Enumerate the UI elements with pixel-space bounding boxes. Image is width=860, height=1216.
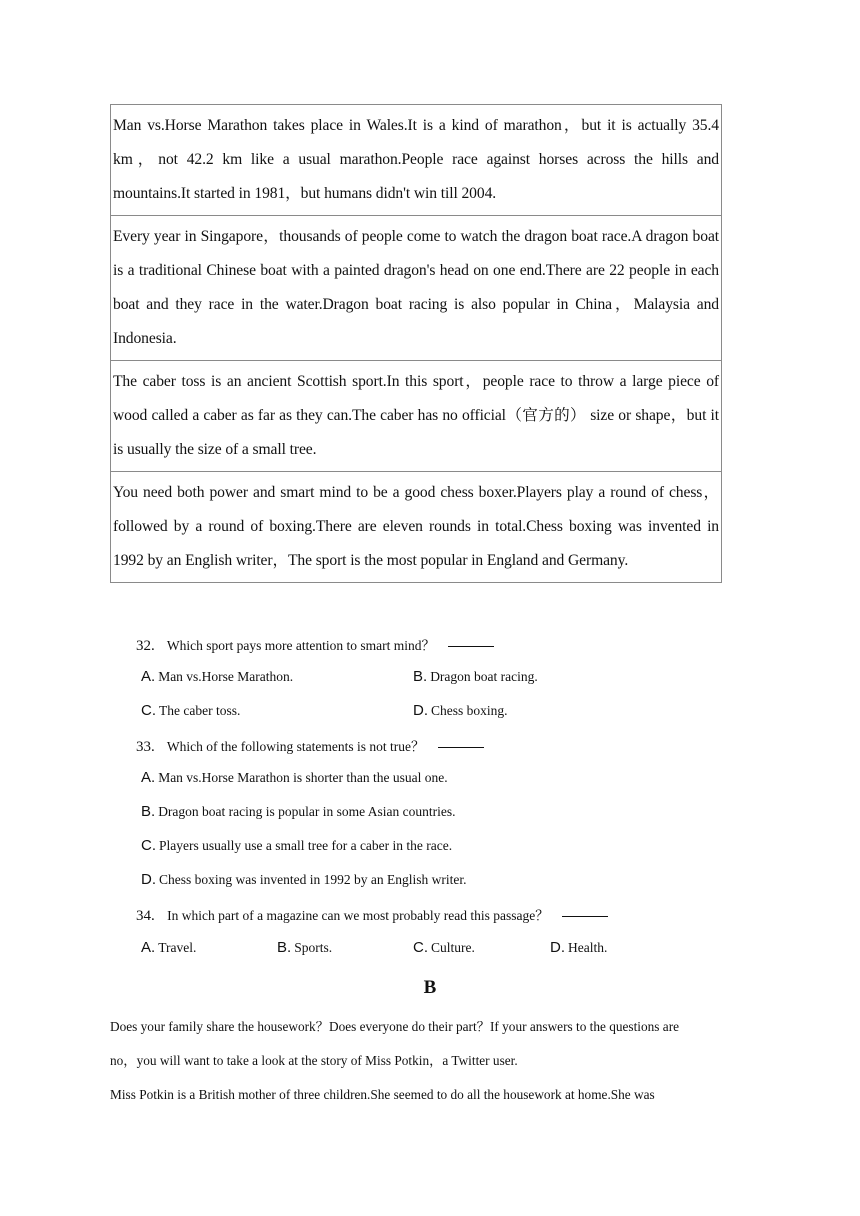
answer-blank: [448, 646, 494, 647]
section-b-line: Does your family share the housework？Does everyone do their part？If your answers to the questions are: [110, 1019, 680, 1034]
question-stem: Which sport pays more attention to smart mind？: [166, 638, 435, 653]
passage-chess-boxing: You need both power and smart mind to be a good chess boxer.Players play a round of chess，followed by a round of boxing.There are eleven rounds in total.Chess boxing was invented in 1992 by an English writer，The sport is the most popular in England and Germany.: [111, 472, 722, 583]
option-34-b[interactable]: B. Sports.: [277, 939, 333, 956]
passage-caber-toss: The caber toss is an ancient Scottish sport.In this sport，people race to throw a large piece of wood called a caber as far as they can.The caber has no official（官方的） size or shape，but it is usually the size of a small tree.: [111, 361, 722, 472]
question-number: 33.: [136, 739, 155, 755]
question-33: [136, 735, 484, 756]
question-number: 34.: [136, 908, 155, 924]
option-33-a[interactable]: A. Man vs.Horse Marathon is shorter than the usual one.: [141, 769, 448, 786]
passage-man-vs-horse: Man vs.Horse Marathon takes place in Wales.It is a kind of marathon，but it is actually 35.4 km，not 42.2 km like a usual marathon.People race against horses across the hills and mountains.It started in 1981，but humans didn't win till 2004.: [111, 105, 722, 216]
section-b-line: no，you will want to take a look at the story of Miss Potkin，a Twitter user.: [110, 1053, 518, 1068]
passage-row: [111, 472, 722, 583]
section-b-line: Miss Potkin is a British mother of three children.She seemed to do all the housework at home.She was: [110, 1087, 655, 1102]
option-34-d[interactable]: D. Health.: [550, 939, 608, 956]
question-32: [136, 634, 494, 655]
option-32-a[interactable]: A. Man vs.Horse Marathon.: [141, 668, 294, 685]
question-stem: In which part of a magazine can we most probably read this passage？: [167, 908, 549, 923]
option-32-b[interactable]: B. Dragon boat racing.: [413, 668, 538, 685]
section-title: B: [423, 977, 437, 998]
question-stem: Which of the following statements is not true？: [166, 739, 425, 754]
option-32-c[interactable]: C. The caber toss.: [141, 702, 241, 719]
option-34-a[interactable]: A. Travel.: [141, 939, 197, 956]
passage-dragon-boat: Every year in Singapore，thousands of people come to watch the dragon boat race.A dragon boat is a traditional Chinese boat with a painted dragon's head on one end.There are 22 people in each boat and they race in the water.Dragon boat racing is also popular in China，Malaysia and Indonesia.: [111, 216, 722, 361]
option-33-d[interactable]: D. Chess boxing was invented in 1992 by an English writer.: [141, 871, 467, 888]
option-34-c[interactable]: C. Culture.: [413, 939, 475, 956]
option-33-c[interactable]: C. Players usually use a small tree for a caber in the race.: [141, 837, 453, 854]
question-34: [136, 904, 608, 925]
option-33-b[interactable]: B. Dragon boat racing is popular in some Asian countries.: [141, 803, 456, 820]
answer-blank: [438, 747, 484, 748]
passage-table: [110, 104, 722, 583]
passage-row: [111, 216, 722, 361]
option-32-d[interactable]: D. Chess boxing.: [413, 702, 508, 719]
answer-blank: [562, 916, 608, 917]
passage-row: [111, 105, 722, 216]
passage-row: [111, 361, 722, 472]
question-number: 32.: [136, 638, 155, 654]
